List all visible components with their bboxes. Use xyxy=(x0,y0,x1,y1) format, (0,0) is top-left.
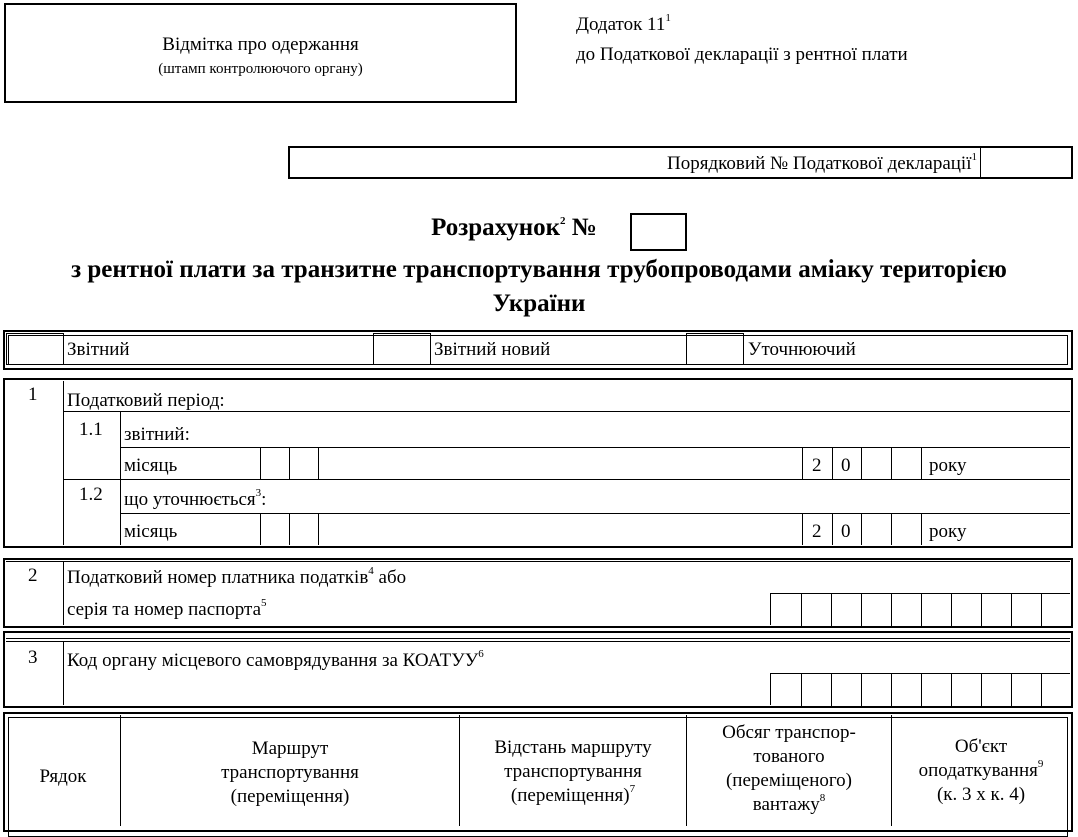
month-label-1-2: місяць xyxy=(124,521,178,542)
section-1-2-label: що уточнюється$^3$: xyxy=(124,486,267,510)
taxpayer-number-field[interactable] xyxy=(770,593,1070,625)
annex-footnote: 1 xyxy=(665,11,671,24)
sequence-label: Порядковий № Податкової декларації$^1$ xyxy=(667,150,977,174)
form-subtitle-line2: України xyxy=(492,290,586,317)
section-1-number: 1 xyxy=(28,384,38,405)
month-label-1-1: місяць xyxy=(124,455,178,476)
section-1-1-label: звітний: xyxy=(124,424,190,445)
column-header-row: Рядок xyxy=(39,766,87,787)
section-2-number: 2 xyxy=(28,565,38,586)
sequence-number-field[interactable] xyxy=(980,148,1071,177)
section-3-number: 3 xyxy=(28,647,38,668)
report-type-label-2: Звітний новий xyxy=(434,339,551,360)
year-label-1-1: року xyxy=(929,455,967,476)
koatuu-label: Код органу місцевого самоврядування за КОАТУУ$^6$ xyxy=(67,647,484,671)
section-1-label: Податковий період: xyxy=(67,390,225,411)
year-field-1-2[interactable] xyxy=(862,514,921,545)
report-type-label-1: Звітний xyxy=(67,339,130,360)
column-header-route: Маршрут транспортування (переміщення) xyxy=(221,738,359,807)
column-header-volume: Обсяг транспор- тованого (переміщеного) вантажу$^8$ xyxy=(722,722,856,815)
section-1-2-number: 1.2 xyxy=(79,484,103,505)
report-type-label-3: Уточнюючий xyxy=(748,339,856,360)
form-title: Розрахунок$^2$ № xyxy=(431,214,597,241)
report-type-checkbox-2[interactable] xyxy=(373,333,431,365)
year-field-1-1[interactable] xyxy=(862,448,921,479)
taxpayer-number-label: Податковий номер платника податків$^4$ або xyxy=(67,564,407,588)
section-1-1-number: 1.1 xyxy=(79,419,103,440)
report-type-checkbox-1[interactable] xyxy=(6,333,64,365)
passport-label: серія та номер паспорта$^5$ xyxy=(67,596,267,620)
koatuu-code-field[interactable] xyxy=(770,673,1070,705)
annex-note xyxy=(576,10,908,70)
column-header-tax-object: Об'єкт оподаткування$^9$ (к. 3 х к. 4) xyxy=(918,736,1044,805)
annex-line1: Додаток 11 xyxy=(576,14,666,35)
report-type-checkbox-3[interactable] xyxy=(686,333,744,365)
form-subtitle-line1: з рентної плати за транзитне транспортування трубопроводами аміаку територією xyxy=(71,256,1007,283)
year-prefix-digit-1-1b: 0 xyxy=(841,455,851,476)
year-label-1-2: року xyxy=(929,521,967,542)
month-field-1-1[interactable] xyxy=(261,448,318,479)
month-field-1-2[interactable] xyxy=(261,514,318,545)
column-header-distance: Відстань маршруту транспортування (переміщення)$^7$ xyxy=(494,737,652,806)
receipt-stamp-box xyxy=(4,3,517,103)
calculation-number-field[interactable] xyxy=(630,213,687,251)
stamp-title: Відмітка про одержання xyxy=(162,34,359,55)
declaration-sequence-box xyxy=(288,146,1073,179)
year-prefix-digit-1-2b: 0 xyxy=(841,521,851,542)
annex-line2: до Податкової декларації з рентної плати xyxy=(576,44,908,65)
stamp-subtitle: (штамп контролюючого органу) xyxy=(158,61,363,77)
year-prefix-digit-1-2a: 2 xyxy=(812,521,822,542)
year-prefix-digit-1-1a: 2 xyxy=(812,455,822,476)
